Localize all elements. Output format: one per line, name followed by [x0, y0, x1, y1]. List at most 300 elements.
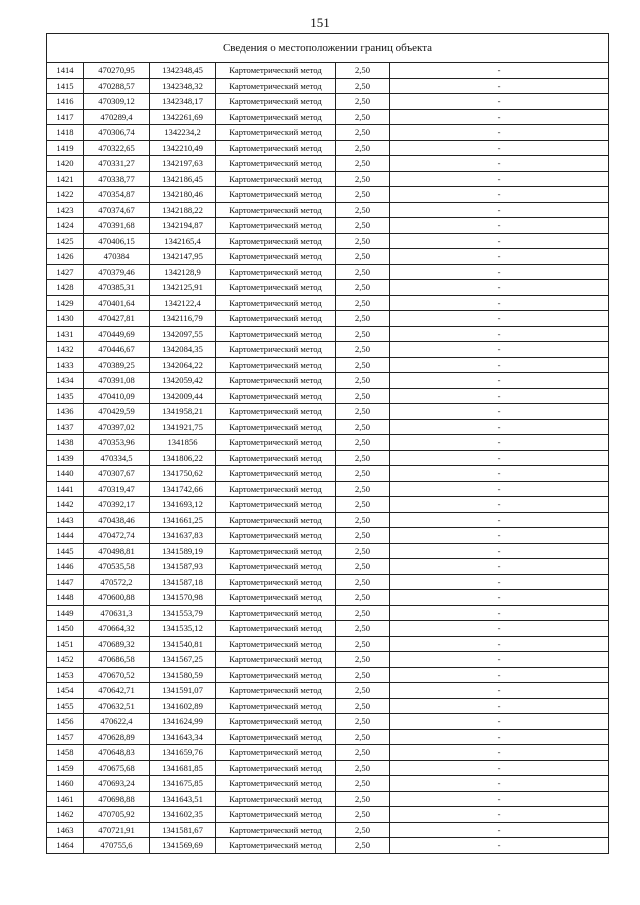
- description-cell: -: [390, 729, 609, 745]
- method-cell: Картометрический метод: [216, 683, 336, 699]
- point-number-cell: 1461: [47, 791, 84, 807]
- y-coordinate-cell: 1342097,55: [150, 326, 216, 342]
- y-coordinate-cell: 1341681,85: [150, 760, 216, 776]
- point-number-cell: 1453: [47, 667, 84, 683]
- description-cell: -: [390, 326, 609, 342]
- y-coordinate-cell: 1341580,59: [150, 667, 216, 683]
- point-number-cell: 1455: [47, 698, 84, 714]
- point-number-cell: 1430: [47, 311, 84, 327]
- point-number-cell: 1431: [47, 326, 84, 342]
- y-coordinate-cell: 1341693,12: [150, 497, 216, 513]
- accuracy-cell: 2,50: [336, 388, 390, 404]
- accuracy-cell: 2,50: [336, 621, 390, 637]
- x-coordinate-cell: 470389,25: [84, 357, 150, 373]
- table-row: [47, 481, 609, 497]
- accuracy-cell: 2,50: [336, 63, 390, 79]
- accuracy-cell: 2,50: [336, 171, 390, 187]
- description-cell: -: [390, 78, 609, 94]
- point-number-cell: 1422: [47, 187, 84, 203]
- description-cell: -: [390, 357, 609, 373]
- x-coordinate-cell: 470698,88: [84, 791, 150, 807]
- description-cell: -: [390, 388, 609, 404]
- method-cell: Картометрический метод: [216, 435, 336, 451]
- method-cell: Картометрический метод: [216, 249, 336, 265]
- accuracy-cell: 2,50: [336, 652, 390, 668]
- y-coordinate-cell: 1342180,46: [150, 187, 216, 203]
- x-coordinate-cell: 470689,32: [84, 636, 150, 652]
- point-number-cell: 1427: [47, 264, 84, 280]
- x-coordinate-cell: 470334,5: [84, 450, 150, 466]
- table-row: [47, 342, 609, 358]
- description-cell: -: [390, 435, 609, 451]
- method-cell: Картометрический метод: [216, 760, 336, 776]
- point-number-cell: 1438: [47, 435, 84, 451]
- point-number-cell: 1428: [47, 280, 84, 296]
- table-row: [47, 156, 609, 172]
- x-coordinate-cell: 470693,24: [84, 776, 150, 792]
- table-row: [47, 714, 609, 730]
- table-row: [47, 280, 609, 296]
- description-cell: -: [390, 373, 609, 389]
- description-cell: -: [390, 512, 609, 528]
- table-row: [47, 621, 609, 637]
- accuracy-cell: 2,50: [336, 373, 390, 389]
- description-cell: -: [390, 63, 609, 79]
- table-row: [47, 822, 609, 838]
- point-number-cell: 1460: [47, 776, 84, 792]
- x-coordinate-cell: 470397,02: [84, 419, 150, 435]
- x-coordinate-cell: 470705,92: [84, 807, 150, 823]
- method-cell: Картометрический метод: [216, 125, 336, 141]
- method-cell: Картометрический метод: [216, 450, 336, 466]
- y-coordinate-cell: 1341587,18: [150, 574, 216, 590]
- accuracy-cell: 2,50: [336, 590, 390, 606]
- accuracy-cell: 2,50: [336, 249, 390, 265]
- method-cell: Картометрический метод: [216, 528, 336, 544]
- method-cell: Картометрический метод: [216, 264, 336, 280]
- y-coordinate-cell: 1341602,35: [150, 807, 216, 823]
- table-row: [47, 326, 609, 342]
- x-coordinate-cell: 470446,67: [84, 342, 150, 358]
- accuracy-cell: 2,50: [336, 667, 390, 683]
- y-coordinate-cell: 1341675,85: [150, 776, 216, 792]
- method-cell: Картометрический метод: [216, 667, 336, 683]
- method-cell: Картометрический метод: [216, 822, 336, 838]
- table-row: [47, 497, 609, 513]
- description-cell: -: [390, 264, 609, 280]
- y-coordinate-cell: 1341806,22: [150, 450, 216, 466]
- description-cell: -: [390, 559, 609, 575]
- accuracy-cell: 2,50: [336, 574, 390, 590]
- x-coordinate-cell: 470472,74: [84, 528, 150, 544]
- point-number-cell: 1449: [47, 605, 84, 621]
- x-coordinate-cell: 470642,71: [84, 683, 150, 699]
- table-row: [47, 590, 609, 606]
- description-cell: -: [390, 698, 609, 714]
- description-cell: -: [390, 683, 609, 699]
- point-number-cell: 1414: [47, 63, 84, 79]
- method-cell: Картометрический метод: [216, 156, 336, 172]
- accuracy-cell: 2,50: [336, 559, 390, 575]
- method-cell: Картометрический метод: [216, 652, 336, 668]
- x-coordinate-cell: 470391,08: [84, 373, 150, 389]
- x-coordinate-cell: 470338,77: [84, 171, 150, 187]
- method-cell: Картометрический метод: [216, 543, 336, 559]
- x-coordinate-cell: 470288,57: [84, 78, 150, 94]
- accuracy-cell: 2,50: [336, 218, 390, 234]
- method-cell: Картометрический метод: [216, 776, 336, 792]
- point-number-cell: 1452: [47, 652, 84, 668]
- table-row: [47, 729, 609, 745]
- method-cell: Картометрический метод: [216, 63, 336, 79]
- description-cell: -: [390, 404, 609, 420]
- point-number-cell: 1442: [47, 497, 84, 513]
- point-number-cell: 1456: [47, 714, 84, 730]
- point-number-cell: 1441: [47, 481, 84, 497]
- point-number-cell: 1416: [47, 94, 84, 110]
- description-cell: -: [390, 621, 609, 637]
- method-cell: Картометрический метод: [216, 807, 336, 823]
- accuracy-cell: 2,50: [336, 683, 390, 699]
- table-row: [47, 528, 609, 544]
- description-cell: -: [390, 450, 609, 466]
- description-cell: -: [390, 187, 609, 203]
- x-coordinate-cell: 470498,81: [84, 543, 150, 559]
- method-cell: Картометрический метод: [216, 838, 336, 854]
- table-row: [47, 419, 609, 435]
- point-number-cell: 1440: [47, 466, 84, 482]
- x-coordinate-cell: 470664,32: [84, 621, 150, 637]
- y-coordinate-cell: 1341624,99: [150, 714, 216, 730]
- point-number-cell: 1445: [47, 543, 84, 559]
- y-coordinate-cell: 1341921,75: [150, 419, 216, 435]
- accuracy-cell: 2,50: [336, 512, 390, 528]
- table-row: [47, 838, 609, 854]
- method-cell: Картометрический метод: [216, 78, 336, 94]
- y-coordinate-cell: 1341643,34: [150, 729, 216, 745]
- description-cell: -: [390, 419, 609, 435]
- description-cell: -: [390, 311, 609, 327]
- method-cell: Картометрический метод: [216, 729, 336, 745]
- x-coordinate-cell: 470721,91: [84, 822, 150, 838]
- x-coordinate-cell: 470572,2: [84, 574, 150, 590]
- y-coordinate-cell: 1342128,9: [150, 264, 216, 280]
- method-cell: Картометрический метод: [216, 388, 336, 404]
- y-coordinate-cell: 1342348,45: [150, 63, 216, 79]
- x-coordinate-cell: 470309,12: [84, 94, 150, 110]
- table-row: [47, 109, 609, 125]
- table-row: [47, 357, 609, 373]
- table-row: [47, 574, 609, 590]
- x-coordinate-cell: 470429,59: [84, 404, 150, 420]
- y-coordinate-cell: 1341591,07: [150, 683, 216, 699]
- method-cell: Картометрический метод: [216, 714, 336, 730]
- x-coordinate-cell: 470686,58: [84, 652, 150, 668]
- description-cell: -: [390, 838, 609, 854]
- point-number-cell: 1436: [47, 404, 84, 420]
- table-row: [47, 698, 609, 714]
- table-body: [47, 63, 609, 854]
- table-row: [47, 249, 609, 265]
- method-cell: Картометрический метод: [216, 202, 336, 218]
- accuracy-cell: 2,50: [336, 202, 390, 218]
- point-number-cell: 1432: [47, 342, 84, 358]
- page-number: 151: [310, 15, 330, 30]
- accuracy-cell: 2,50: [336, 295, 390, 311]
- point-number-cell: 1443: [47, 512, 84, 528]
- accuracy-cell: 2,50: [336, 636, 390, 652]
- table-row: [47, 171, 609, 187]
- x-coordinate-cell: 470622,4: [84, 714, 150, 730]
- accuracy-cell: 2,50: [336, 714, 390, 730]
- description-cell: -: [390, 822, 609, 838]
- table-row: [47, 435, 609, 451]
- point-number-cell: 1464: [47, 838, 84, 854]
- table-row: [47, 125, 609, 141]
- point-number-cell: 1451: [47, 636, 84, 652]
- table-row: [47, 233, 609, 249]
- accuracy-cell: 2,50: [336, 776, 390, 792]
- table-row: [47, 311, 609, 327]
- method-cell: Картометрический метод: [216, 791, 336, 807]
- accuracy-cell: 2,50: [336, 156, 390, 172]
- point-number-cell: 1415: [47, 78, 84, 94]
- method-cell: Картометрический метод: [216, 280, 336, 296]
- description-cell: -: [390, 652, 609, 668]
- table-row: [47, 373, 609, 389]
- method-cell: Картометрический метод: [216, 342, 336, 358]
- y-coordinate-cell: 1341661,25: [150, 512, 216, 528]
- method-cell: Картометрический метод: [216, 311, 336, 327]
- x-coordinate-cell: 470289,4: [84, 109, 150, 125]
- method-cell: Картометрический метод: [216, 605, 336, 621]
- description-cell: -: [390, 528, 609, 544]
- description-cell: -: [390, 466, 609, 482]
- table-row: [47, 807, 609, 823]
- table-row: [47, 295, 609, 311]
- point-number-cell: 1434: [47, 373, 84, 389]
- x-coordinate-cell: 470354,87: [84, 187, 150, 203]
- description-cell: -: [390, 667, 609, 683]
- point-number-cell: 1425: [47, 233, 84, 249]
- accuracy-cell: 2,50: [336, 78, 390, 94]
- y-coordinate-cell: 1341569,69: [150, 838, 216, 854]
- y-coordinate-cell: 1342122,4: [150, 295, 216, 311]
- x-coordinate-cell: 470632,51: [84, 698, 150, 714]
- description-cell: -: [390, 590, 609, 606]
- y-coordinate-cell: 1342064,22: [150, 357, 216, 373]
- accuracy-cell: 2,50: [336, 807, 390, 823]
- y-coordinate-cell: 1342186,45: [150, 171, 216, 187]
- table-row: [47, 94, 609, 110]
- table-row: [47, 218, 609, 234]
- method-cell: Картометрический метод: [216, 218, 336, 234]
- x-coordinate-cell: 470648,83: [84, 745, 150, 761]
- x-coordinate-cell: 470427,81: [84, 311, 150, 327]
- x-coordinate-cell: 470319,47: [84, 481, 150, 497]
- y-coordinate-cell: 1342261,69: [150, 109, 216, 125]
- accuracy-cell: 2,50: [336, 698, 390, 714]
- table-row: [47, 652, 609, 668]
- description-cell: -: [390, 791, 609, 807]
- point-number-cell: 1421: [47, 171, 84, 187]
- description-cell: -: [390, 233, 609, 249]
- method-cell: Картометрический метод: [216, 466, 336, 482]
- method-cell: Картометрический метод: [216, 621, 336, 637]
- x-coordinate-cell: 470322,65: [84, 140, 150, 156]
- accuracy-cell: 2,50: [336, 125, 390, 141]
- point-number-cell: 1426: [47, 249, 84, 265]
- method-cell: Картометрический метод: [216, 109, 336, 125]
- y-coordinate-cell: 1341570,98: [150, 590, 216, 606]
- accuracy-cell: 2,50: [336, 140, 390, 156]
- method-cell: Картометрический метод: [216, 745, 336, 761]
- x-coordinate-cell: 470392,17: [84, 497, 150, 513]
- y-coordinate-cell: 1342116,79: [150, 311, 216, 327]
- table-row: [47, 140, 609, 156]
- table-caption-row: [47, 34, 609, 63]
- y-coordinate-cell: 1341589,19: [150, 543, 216, 559]
- table-row: [47, 404, 609, 420]
- table-row: [47, 683, 609, 699]
- boundary-table: [46, 33, 609, 854]
- x-coordinate-cell: 470379,46: [84, 264, 150, 280]
- x-coordinate-cell: 470755,6: [84, 838, 150, 854]
- y-coordinate-cell: 1341535,12: [150, 621, 216, 637]
- point-number-cell: 1458: [47, 745, 84, 761]
- y-coordinate-cell: 1342009,44: [150, 388, 216, 404]
- description-cell: -: [390, 125, 609, 141]
- description-cell: -: [390, 574, 609, 590]
- table-row: [47, 466, 609, 482]
- table-row: [47, 559, 609, 575]
- description-cell: -: [390, 543, 609, 559]
- x-coordinate-cell: 470391,68: [84, 218, 150, 234]
- description-cell: -: [390, 249, 609, 265]
- description-cell: -: [390, 156, 609, 172]
- point-number-cell: 1457: [47, 729, 84, 745]
- x-coordinate-cell: 470331,27: [84, 156, 150, 172]
- accuracy-cell: 2,50: [336, 233, 390, 249]
- x-coordinate-cell: 470406,15: [84, 233, 150, 249]
- point-number-cell: 1418: [47, 125, 84, 141]
- method-cell: Картометрический метод: [216, 94, 336, 110]
- point-number-cell: 1439: [47, 450, 84, 466]
- y-coordinate-cell: 1342147,95: [150, 249, 216, 265]
- point-number-cell: 1450: [47, 621, 84, 637]
- method-cell: Картометрический метод: [216, 357, 336, 373]
- y-coordinate-cell: 1342188,22: [150, 202, 216, 218]
- table-row: [47, 78, 609, 94]
- y-coordinate-cell: 1342125,91: [150, 280, 216, 296]
- accuracy-cell: 2,50: [336, 745, 390, 761]
- y-coordinate-cell: 1342348,17: [150, 94, 216, 110]
- y-coordinate-cell: 1341742,66: [150, 481, 216, 497]
- description-cell: -: [390, 140, 609, 156]
- table-row: [47, 745, 609, 761]
- table-row: [47, 760, 609, 776]
- accuracy-cell: 2,50: [336, 109, 390, 125]
- x-coordinate-cell: 470270,95: [84, 63, 150, 79]
- method-cell: Картометрический метод: [216, 497, 336, 513]
- method-cell: Картометрический метод: [216, 574, 336, 590]
- method-cell: Картометрический метод: [216, 419, 336, 435]
- table-row: [47, 202, 609, 218]
- x-coordinate-cell: 470307,67: [84, 466, 150, 482]
- x-coordinate-cell: 470449,69: [84, 326, 150, 342]
- x-coordinate-cell: 470535,58: [84, 559, 150, 575]
- point-number-cell: 1435: [47, 388, 84, 404]
- x-coordinate-cell: 470410,09: [84, 388, 150, 404]
- point-number-cell: 1424: [47, 218, 84, 234]
- accuracy-cell: 2,50: [336, 497, 390, 513]
- method-cell: Картометрический метод: [216, 326, 336, 342]
- x-coordinate-cell: 470384: [84, 249, 150, 265]
- table-row: [47, 636, 609, 652]
- table-row: [47, 605, 609, 621]
- accuracy-cell: 2,50: [336, 311, 390, 327]
- table-row: [47, 388, 609, 404]
- y-coordinate-cell: 1341637,83: [150, 528, 216, 544]
- accuracy-cell: 2,50: [336, 280, 390, 296]
- description-cell: -: [390, 636, 609, 652]
- y-coordinate-cell: 1342059,42: [150, 373, 216, 389]
- accuracy-cell: 2,50: [336, 543, 390, 559]
- y-coordinate-cell: 1341602,89: [150, 698, 216, 714]
- accuracy-cell: 2,50: [336, 450, 390, 466]
- y-coordinate-cell: 1341587,93: [150, 559, 216, 575]
- description-cell: -: [390, 760, 609, 776]
- accuracy-cell: 2,50: [336, 435, 390, 451]
- table-row: [47, 187, 609, 203]
- y-coordinate-cell: 1342234,2: [150, 125, 216, 141]
- method-cell: Картометрический метод: [216, 373, 336, 389]
- description-cell: -: [390, 202, 609, 218]
- table-row: [47, 791, 609, 807]
- y-coordinate-cell: 1341856: [150, 435, 216, 451]
- table-row: [47, 63, 609, 79]
- method-cell: Картометрический метод: [216, 590, 336, 606]
- table-row: [47, 450, 609, 466]
- x-coordinate-cell: 470353,96: [84, 435, 150, 451]
- x-coordinate-cell: 470628,89: [84, 729, 150, 745]
- point-number-cell: 1437: [47, 419, 84, 435]
- point-number-cell: 1448: [47, 590, 84, 606]
- y-coordinate-cell: 1341553,79: [150, 605, 216, 621]
- description-cell: -: [390, 776, 609, 792]
- method-cell: Картометрический метод: [216, 512, 336, 528]
- method-cell: Картометрический метод: [216, 295, 336, 311]
- y-coordinate-cell: 1342210,49: [150, 140, 216, 156]
- y-coordinate-cell: 1341643,51: [150, 791, 216, 807]
- accuracy-cell: 2,50: [336, 187, 390, 203]
- accuracy-cell: 2,50: [336, 822, 390, 838]
- accuracy-cell: 2,50: [336, 264, 390, 280]
- point-number-cell: 1420: [47, 156, 84, 172]
- y-coordinate-cell: 1342194,87: [150, 218, 216, 234]
- table-row: [47, 512, 609, 528]
- x-coordinate-cell: 470670,52: [84, 667, 150, 683]
- description-cell: -: [390, 218, 609, 234]
- point-number-cell: 1423: [47, 202, 84, 218]
- point-number-cell: 1419: [47, 140, 84, 156]
- x-coordinate-cell: 470374,67: [84, 202, 150, 218]
- accuracy-cell: 2,50: [336, 357, 390, 373]
- x-coordinate-cell: 470631,3: [84, 605, 150, 621]
- description-cell: -: [390, 481, 609, 497]
- method-cell: Картометрический метод: [216, 233, 336, 249]
- accuracy-cell: 2,50: [336, 729, 390, 745]
